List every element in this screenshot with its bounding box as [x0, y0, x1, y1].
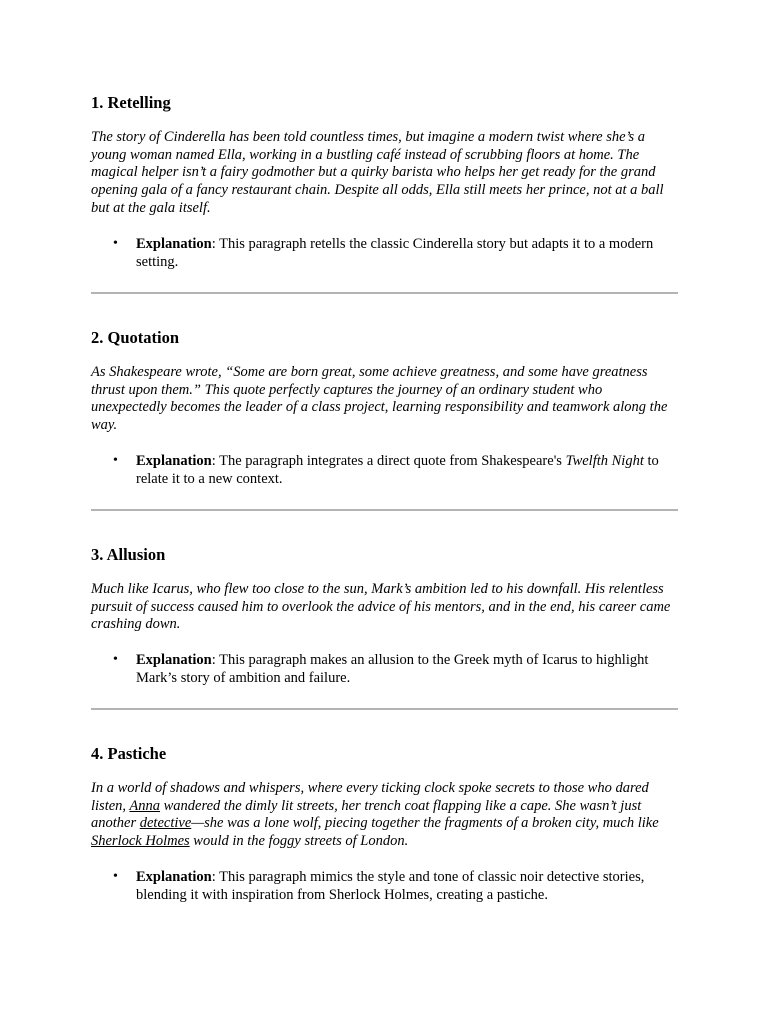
- section-retelling: [91, 93, 678, 271]
- explanation-list: [91, 868, 678, 904]
- link-sherlock-holmes[interactable]: Sherlock Holmes: [91, 833, 190, 850]
- bullet-icon: •: [113, 652, 118, 668]
- section-pastiche: [91, 744, 678, 904]
- explanation-label: Explanation: [136, 868, 212, 885]
- section-heading: 4. Pastiche: [91, 744, 167, 763]
- explanation-text: : This paragraph retells the classic Cinderella story but adapts it to a modern setting.: [136, 235, 654, 270]
- bullet-icon: •: [113, 452, 118, 468]
- section-quotation: [91, 328, 678, 488]
- section-body: The story of Cinderella has been told countless times, but imagine a modern twist where she’s a young woman named Ella, working in a bustling café instead of scrubbing floors at home. The magical helper isn’t a fairy godmother but a quirky barista who helps her get ready for the grand opening gala of a fancy restaurant chain. Despite all odds, Ella still meets her prince, not at a ball but at the gala itself.: [91, 129, 664, 216]
- section-body: As Shakespeare wrote, “Some are born great, some achieve greatness, and some have greatness thrust upon them.” This quote perfectly captures the journey of an ordinary student who unexpectedly becomes the leader of a class project, learning responsibility and teamwork along the way.: [91, 364, 668, 434]
- body-text-part: wandered the dimly lit streets, her trench coat flapping like a cape. She wasn’t just another: [91, 797, 642, 832]
- explanation-item: [91, 452, 678, 488]
- section-heading: 2. Quotation: [91, 328, 180, 347]
- link-anna[interactable]: Anna: [129, 797, 161, 814]
- explanation-label: Explanation: [136, 235, 212, 252]
- bullet-icon: •: [113, 235, 118, 251]
- explanation-label: Explanation: [136, 452, 212, 469]
- explanation-item: [91, 868, 678, 904]
- explanation-text: : The paragraph integrates a direct quote from Shakespeare's: [211, 452, 566, 469]
- horizontal-rule: [91, 509, 678, 511]
- body-text-part: In a world of shadows and whispers, where every ticking clock spoke secrets to those who dared listen,: [91, 780, 649, 814]
- section-heading: 3. Allusion: [91, 545, 166, 564]
- section-allusion: [91, 545, 678, 688]
- explanation-text-end: to relate it to a new context.: [136, 452, 659, 488]
- section-body: [91, 780, 678, 851]
- link-detective[interactable]: detective: [139, 815, 192, 832]
- explanation-list: [91, 651, 678, 687]
- explanation-text: : This paragraph makes an allusion to the Greek myth of Icarus to highlight Mark’s story of ambition and failure.: [136, 652, 649, 687]
- explanation-text: : This paragraph mimics the style and tone of classic noir detective stories, blending it with inspiration from Sherlock Holmes, creating a pastiche.: [136, 868, 645, 904]
- body-text-part: —she was a lone wolf, piecing together the fragments of a broken city, much like: [191, 815, 659, 832]
- explanation-list: [91, 452, 678, 488]
- body-text-part: would in the foggy streets of London.: [189, 833, 409, 850]
- explanation-label: Explanation: [136, 652, 212, 669]
- horizontal-rule: [91, 292, 678, 294]
- play-title: Twelfth Night: [565, 452, 644, 469]
- section-heading: 1. Retelling: [91, 93, 171, 112]
- bullet-icon: •: [113, 868, 118, 884]
- explanation-item: [91, 651, 678, 687]
- section-body: Much like Icarus, who flew too close to the sun, Mark’s ambition led to his downfall. His relentless pursuit of success caused him to overlook the advice of his mentors, and in the end, his career came crashing down.: [91, 581, 671, 633]
- explanation-item: [91, 235, 678, 271]
- horizontal-rule: [91, 708, 678, 710]
- explanation-list: [91, 235, 678, 271]
